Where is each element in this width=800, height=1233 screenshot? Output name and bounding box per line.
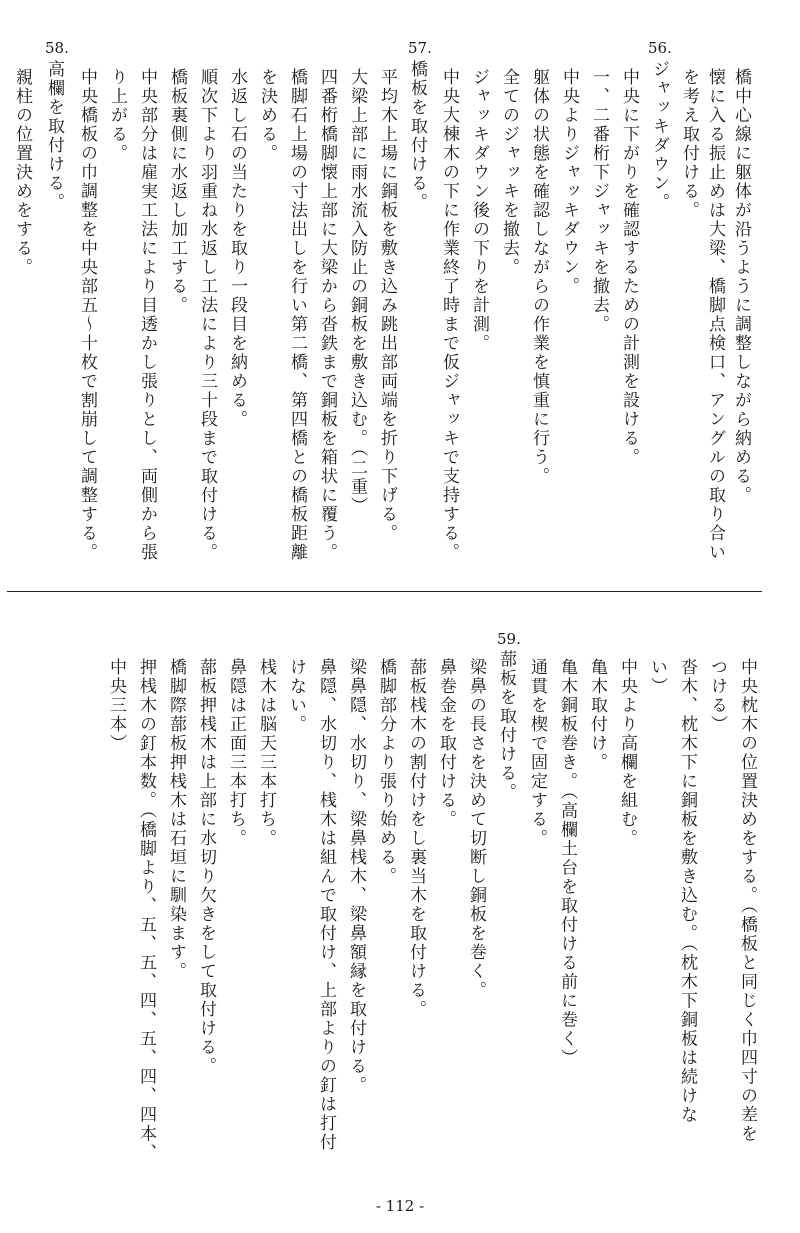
text-line: 大梁上部に雨水流入防止の銅板を敷き込む。（二重）: [347, 68, 367, 516]
text-line: ジャッキダウン後の下りを計測。: [469, 68, 489, 353]
text-line: り上がる。: [107, 68, 127, 163]
text-line: 四番桁橋脚懐上部に大梁から沓鉄まで銅板を箱状に覆う。: [317, 68, 337, 562]
text-line: 橋中心線に躯体が沿うように調整しながら納める。: [731, 68, 751, 505]
text-line: 橋脚石上場の寸法出しを行い第二橋、第四橋との橋板距離: [287, 68, 307, 562]
text-line: 鼻巻金を取付ける。: [436, 658, 456, 829]
section-heading-57: 橋板を取付ける。: [407, 60, 427, 212]
text-line: 全てのジャッキを撤去。: [499, 68, 519, 277]
section-number-57: 57.: [408, 39, 432, 57]
text-line: 橋板裏側に水返し加工する。: [167, 68, 187, 315]
text-line: を考え取付ける。: [679, 68, 699, 220]
text-line: 押桟木の釘本数。（橋脚より、五、五、四、五、四、四本、: [136, 658, 156, 1163]
text-line: 亀木銅板巻き。（高欄土台を取付ける前に巻く）: [557, 658, 577, 1068]
section-heading-59: 蔀板を取付ける。: [496, 650, 516, 802]
text-line: を決める。: [257, 68, 277, 163]
text-line: けない。: [286, 658, 306, 734]
section-number-56: 56.: [648, 39, 672, 57]
page-number: - 112 -: [375, 1197, 425, 1215]
text-line: 中央より高欄を組む。: [617, 658, 637, 848]
text-line: 中央三本）: [106, 658, 126, 753]
section-divider: [7, 591, 762, 592]
text-line: 中央部分は雇実工法により目透かし張りとし、両側から張: [137, 68, 157, 562]
text-line: 中央橋板の巾調整を中央部五～十枚で割崩して調整する。: [77, 68, 97, 562]
section-heading-58: 高欄を取付ける。: [44, 60, 64, 212]
text-line: 橋脚際蔀板押桟木は石垣に馴染ます。: [166, 658, 186, 981]
text-line: 中央大棟木の下に作業終了時まで仮ジャッキで支持する。: [439, 68, 459, 562]
text-line: 中央枕木の位置決めをする。（橋板と同じく巾四寸の差を: [737, 658, 757, 1144]
text-line: 梁鼻隠、水切り、梁鼻桟木、梁鼻額縁を取付ける。: [346, 658, 366, 1095]
text-line: 桟木は脳天三本打ち。: [256, 658, 276, 848]
text-line: つける）: [707, 658, 727, 734]
text-line: 懐に入る振止めは大梁、橋脚点検口、アングルの取り合い: [705, 68, 725, 562]
section-number-58: 58.: [45, 39, 69, 57]
section-number-59: 59.: [497, 630, 521, 648]
text-line: 梁鼻の長さを決めて切断し銅板を巻く。: [466, 658, 486, 1000]
text-line: 蔀板押桟木は上部に水切り欠きをして取付ける。: [196, 658, 216, 1076]
text-line: 中央に下がりを確認するための計測を設ける。: [619, 68, 639, 467]
text-line: 鼻隠は正面三本打ち。: [226, 658, 246, 848]
text-line: 中央よりジャッキダウン。: [559, 68, 579, 296]
text-line: 鼻隠、水切り、桟木は組んで取付け、上部よりの釘は打付: [316, 658, 336, 1152]
section-heading-56: ジャッキダウン。: [649, 60, 669, 212]
text-line: い）: [647, 658, 667, 696]
text-line: 蔀板桟木の割付けをし裏当木を取付ける。: [406, 658, 426, 1019]
text-line: 平均木上場に銅板を敷き込み跳出部両端を折り下げる。: [377, 68, 397, 543]
text-line: 沓木、枕木下に銅板を敷き込む。（枕木下銅板は続けな: [677, 658, 697, 1125]
text-line: 順次下より羽重ね水返し工法により三十段まで取付ける。: [197, 68, 217, 562]
text-line: 通貫を楔で固定する。: [527, 658, 547, 848]
text-line: 親柱の位置決めをする。: [12, 68, 32, 277]
text-line: 躯体の状態を確認しながらの作業を慎重に行う。: [529, 68, 549, 486]
text-line: 水返し石の当たりを取り一段目を納める。: [227, 68, 247, 429]
text-line: 橋脚部分より張り始める。: [376, 658, 396, 886]
text-line: 亀木取付け。: [587, 658, 607, 772]
text-line: 一、二番桁下ジャッキを撤去。: [589, 68, 609, 334]
